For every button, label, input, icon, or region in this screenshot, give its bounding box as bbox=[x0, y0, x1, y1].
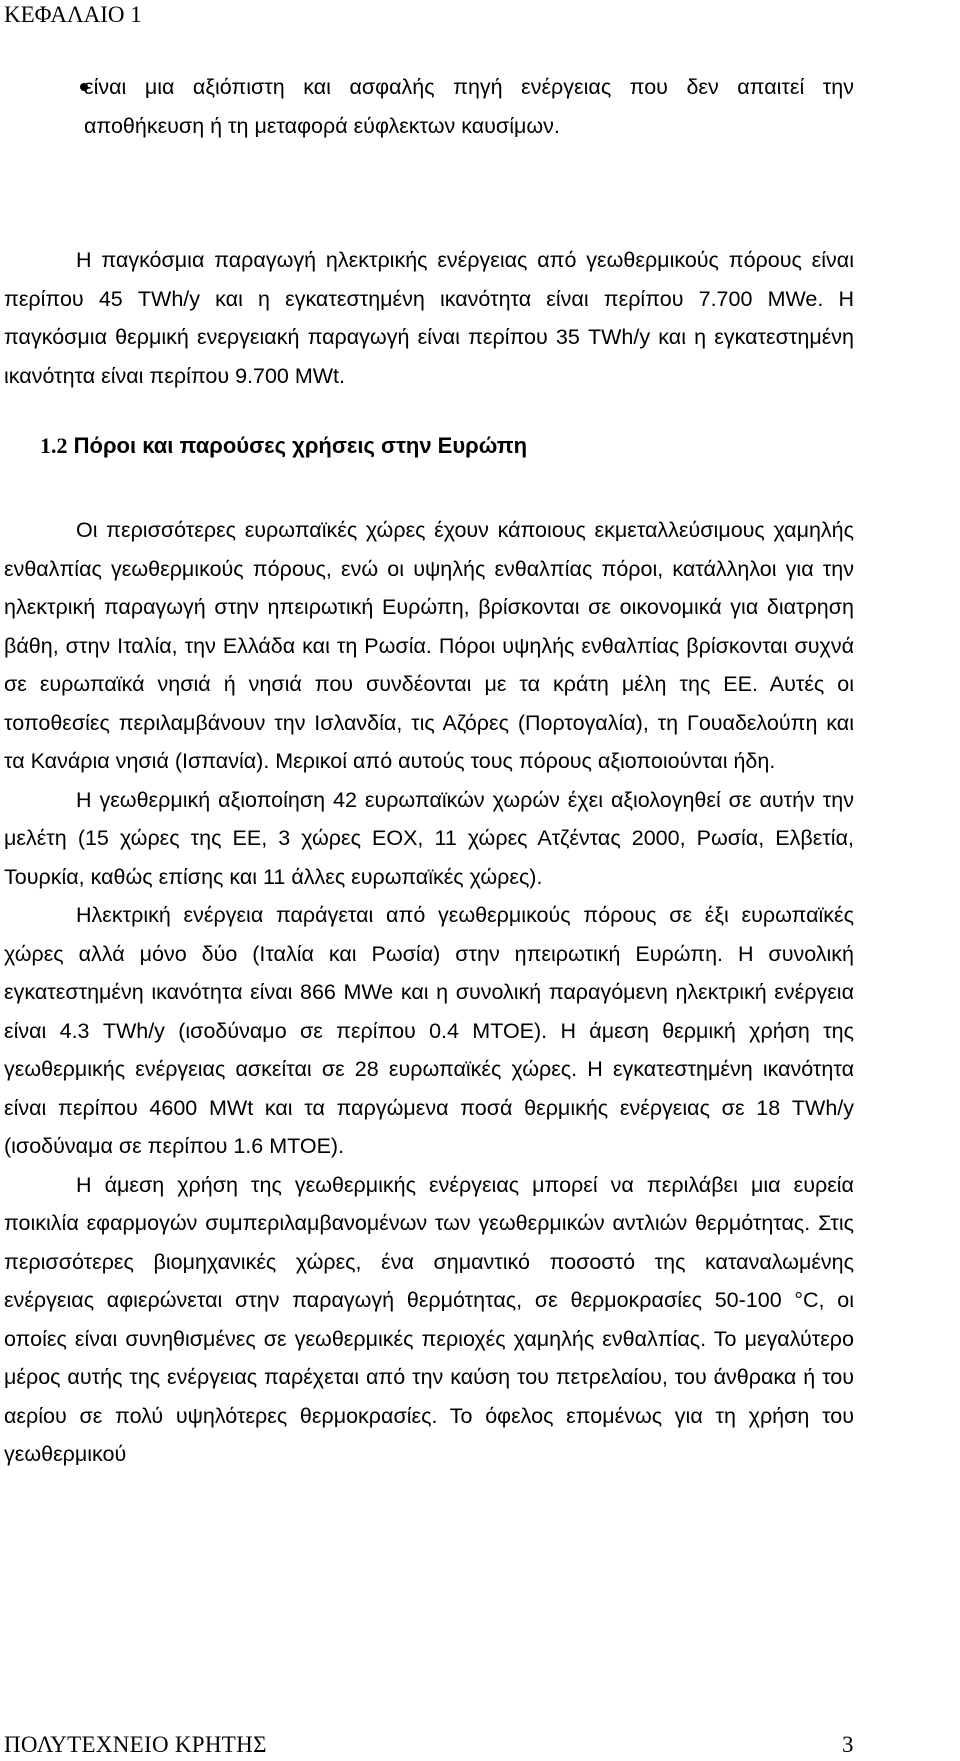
intro-paragraph bbox=[4, 241, 854, 395]
section-number: 1.2 bbox=[40, 433, 68, 458]
bullet-list-item bbox=[84, 68, 854, 145]
section-body bbox=[4, 511, 854, 1474]
section-heading bbox=[40, 432, 527, 460]
body-paragraph-1: Οι περισσότερες ευρωπαϊκές χώρες έχουν κάποιους εκμεταλλεύσιμους χαμηλής ενθαλπίας γεωθερμικούς πόρους, ενώ οι υψηλής ενθαλπίας πόροι, κατάλληλοι για την ηλεκτρική παραγωγή στην ηπειρωτική Ευρώπη, βρίσκονται σε οικονομικά για διατρηση βάθη, στην Ιταλία, την Ελλάδα και τη Ρωσία. Πόροι υψηλής ενθαλπίας βρίσκονται συχνά σε ευρωπαϊκά νησιά ή νησιά που συνδέονται με τα κράτη μέλη της ΕΕ. Αυτές οι τοποθεσίες περιλαμβάνουν την Ισλανδία, τις Αζόρες (Πορτογαλία), τη Γουαδελούπη και τα Κανάρια νησιά (Ισπανία). Μερικοί από αυτούς τους πόρους αξιοποιούνται ήδη. bbox=[4, 518, 854, 773]
body-paragraph-3: Ηλεκτρική ενέργεια παράγεται από γεωθερμικούς πόρους σε έξι ευρωπαϊκές χώρες αλλά μόνο δύο (Ιταλία και Ρωσία) στην ηπειρωτική Ευρώπη. Η συνολική εγκατεστημένη ικανότητα είναι 866 MWe και η συνολική παραγόμενη ηλεκτρική ενέργεια είναι 4.3 TWh/y (ισοδύναμο σε περίπου 0.4 MTOE). Η άμεση θερμική χρήση της γεωθερμικής ενέργειας ασκείται σε 28 ευρωπαϊκές χώρες. Η εγκατεστημένη ικανότητα είναι περίπου 4600 MWt και τα παργώμενα ποσά θερμικής ενέργειας σε 18 TWh/y (ισοδύναμα σε περίπου 1.6 MTOE). bbox=[4, 903, 854, 1158]
running-header-chapter: ΚΕΦΑΛΑΙΟ 1 bbox=[4, 2, 142, 27]
section-title: Πόροι και παρούσες χρήσεις στην Ευρώπη bbox=[67, 433, 528, 458]
footer-institution: ΠΟΛΥΤΕΧΝΕΙΟ ΚΡΗΤΗΣ bbox=[4, 1732, 267, 1757]
body-paragraph-4: Η άμεση χρήση της γεωθερμικής ενέργειας μπορεί να περιλάβει μια ευρεία ποικιλία εφαρμογών συμπεριλαμβανομένων των γεωθερμικών αντλιών θερμότητας. Στις περισσότερες βιομηχανικές χώρες, ένα σημαντικό ποσοστό της καταναλωμένης ενέργειας αφιερώνεται στην παραγωγή θερμότητας, σε θερμοκρασίες 50-100 °C, οι οποίες είναι συνηθισμένες σε γεωθερμικές περιοχές χαμηλής ενθαλπίας. Το μεγαλύτερο μέρος αυτής της ενέργειας παρέχεται από την καύση του πετρελαίου, του άνθρακα ή του αερίου σε πολύ υψηλότερες θερμοκρασίες. Το όφελος επομένως για τη χρήση του γεωθερμικού bbox=[4, 1172, 854, 1466]
body-paragraph-2: Η γεωθερμική αξιοποίηση 42 ευρωπαϊκών χωρών έχει αξιολογηθεί σε αυτήν την μελέτη (15 χώρες της ΕΕ, 3 χώρες ΕΟΧ, 11 χώρες Ατζέντας 2000, Ρωσία, Ελβετία, Τουρκία, καθώς επίσης και 11 άλλες ευρωπαϊκές χώρες). bbox=[4, 787, 854, 889]
bullet-text: είναι μια αξιόπιστη και ασφαλής πηγή ενέργειας που δεν απαιτεί την αποθήκευση ή τη μεταφορά εύφλεκτων καυσίμων. bbox=[84, 75, 854, 138]
footer-page-number: 3 bbox=[842, 1732, 854, 1757]
intro-paragraph-text: Η παγκόσμια παραγωγή ηλεκτρικής ενέργειας από γεωθερμικούς πόρους είναι περίπου 45 TWh/y και η εγκατεστημένη ικανότητα είναι περίπου 7.700 MWe. Η παγκόσμια θερμική ενεργειακή παραγωγή είναι περίπου 35 TWh/y και η εγκατεστημένη ικανότητα είναι περίπου 9.700 MWt. bbox=[4, 248, 854, 388]
